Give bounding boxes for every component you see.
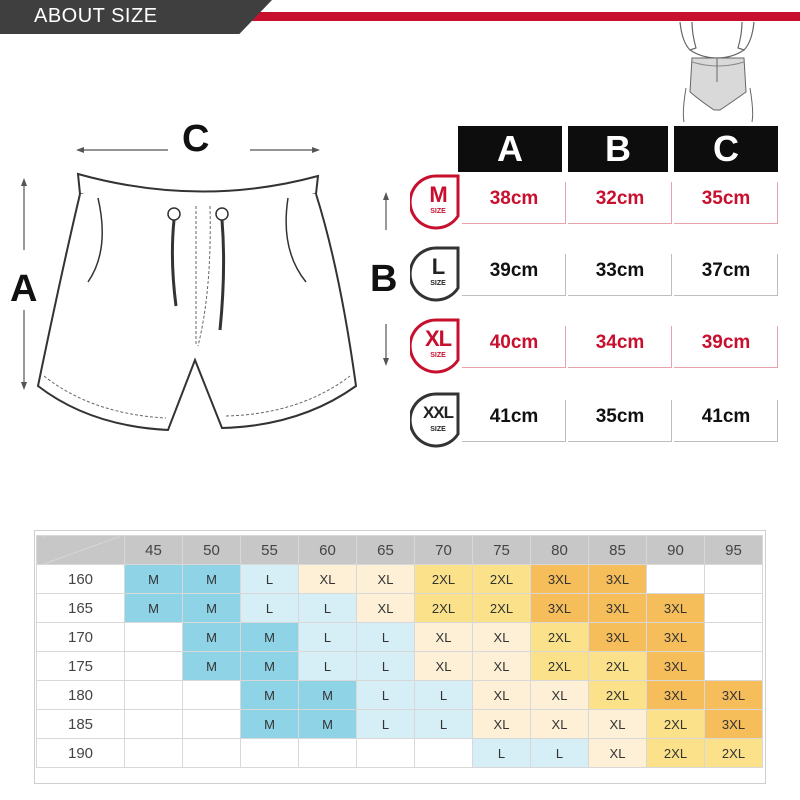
- size-cell: 3XL: [589, 623, 647, 652]
- size-cell: M: [241, 710, 299, 739]
- size-cell: 2XL: [647, 739, 705, 768]
- size-cell: 3XL: [589, 594, 647, 623]
- size-cell: 2XL: [415, 565, 473, 594]
- table-row: [37, 681, 763, 710]
- value-m-b: 32cm: [595, 188, 645, 209]
- size-cell: [705, 623, 763, 652]
- size-cell: 2XL: [473, 565, 531, 594]
- size-cell: 2XL: [589, 652, 647, 681]
- size-cell: L: [357, 623, 415, 652]
- weight-header: 90: [647, 536, 705, 565]
- value-xxl-a: 41cm: [489, 406, 539, 427]
- size-cell: L: [241, 565, 299, 594]
- size-cell: M: [183, 594, 241, 623]
- weight-header: 45: [125, 536, 183, 565]
- size-cell: M: [125, 565, 183, 594]
- size-badge-xxl: XXL SIZE: [410, 390, 462, 452]
- column-header-b: B: [568, 126, 668, 172]
- size-badge-xl: XL SIZE: [410, 316, 462, 378]
- weight-header: 50: [183, 536, 241, 565]
- size-cell: [183, 710, 241, 739]
- size-cell: L: [415, 681, 473, 710]
- height-cell: 175: [37, 652, 125, 681]
- height-cell: 190: [37, 739, 125, 768]
- weight-header: 75: [473, 536, 531, 565]
- table-row: [37, 652, 763, 681]
- value-l-a: 39cm: [489, 260, 539, 281]
- value-xxl-c: 41cm: [701, 406, 751, 427]
- size-cell: [125, 623, 183, 652]
- weight-header: 70: [415, 536, 473, 565]
- weight-header: 95: [705, 536, 763, 565]
- size-cell: M: [241, 623, 299, 652]
- size-cell: XL: [473, 652, 531, 681]
- size-cell: XL: [415, 652, 473, 681]
- value-m-a: 38cm: [489, 188, 539, 209]
- size-cell: XL: [473, 710, 531, 739]
- size-cell: L: [357, 710, 415, 739]
- size-cell: L: [357, 681, 415, 710]
- dimension-arrow-b: [376, 190, 396, 370]
- size-cell: 3XL: [589, 565, 647, 594]
- size-cell: L: [357, 652, 415, 681]
- size-cell: M: [125, 594, 183, 623]
- size-cell: XL: [415, 623, 473, 652]
- size-row-m: [410, 172, 780, 234]
- weight-header: 80: [531, 536, 589, 565]
- size-cell: XL: [473, 681, 531, 710]
- size-cell: 2XL: [647, 710, 705, 739]
- weight-header: 65: [357, 536, 415, 565]
- size-row-l: [410, 244, 780, 306]
- dimension-label-b: B: [370, 258, 398, 300]
- size-cell: [183, 681, 241, 710]
- size-cell: 3XL: [647, 652, 705, 681]
- fit-chart-table: [36, 535, 763, 768]
- size-cell: [125, 739, 183, 768]
- table-row: [37, 623, 763, 652]
- size-cell: 2XL: [589, 681, 647, 710]
- weight-header: 55: [241, 536, 299, 565]
- size-cell: [125, 652, 183, 681]
- size-row-xl: [410, 316, 780, 378]
- value-xxl-b: 35cm: [595, 406, 645, 427]
- size-cell: M: [241, 681, 299, 710]
- size-cell: XL: [589, 739, 647, 768]
- height-cell: 185: [37, 710, 125, 739]
- size-cell: M: [241, 652, 299, 681]
- size-cell: XL: [299, 565, 357, 594]
- size-cell: L: [473, 739, 531, 768]
- size-cell: M: [183, 652, 241, 681]
- height-cell: 165: [37, 594, 125, 623]
- size-cell: L: [415, 710, 473, 739]
- column-header-c: C: [674, 126, 778, 172]
- size-cell: M: [299, 681, 357, 710]
- size-cell: XL: [589, 710, 647, 739]
- size-cell: M: [183, 565, 241, 594]
- size-cell: 3XL: [705, 710, 763, 739]
- size-cell: 3XL: [647, 681, 705, 710]
- table-row: [37, 739, 763, 768]
- size-badge-l: L SIZE: [410, 244, 462, 306]
- size-cell: XL: [357, 565, 415, 594]
- size-cell: [705, 652, 763, 681]
- size-cell: [241, 739, 299, 768]
- dimension-label-c: C: [182, 118, 210, 160]
- dimension-label-a: A: [10, 268, 38, 310]
- size-cell: L: [299, 594, 357, 623]
- size-cell: L: [299, 652, 357, 681]
- table-row: [37, 710, 763, 739]
- size-cell: 2XL: [531, 623, 589, 652]
- size-badge-m: M SIZE: [410, 172, 462, 234]
- size-cell: [415, 739, 473, 768]
- column-header-a: A: [458, 126, 562, 172]
- height-cell: 160: [37, 565, 125, 594]
- table-row: [37, 565, 763, 594]
- size-cell: 2XL: [415, 594, 473, 623]
- size-cell: 2XL: [531, 652, 589, 681]
- size-cell: 3XL: [705, 681, 763, 710]
- size-cell: [299, 739, 357, 768]
- value-xl-a: 40cm: [489, 332, 539, 353]
- size-cell: 3XL: [647, 623, 705, 652]
- size-cell: XL: [531, 710, 589, 739]
- size-cell: [125, 681, 183, 710]
- size-cell: [647, 565, 705, 594]
- weight-header-row: [37, 536, 763, 565]
- size-cell: L: [299, 623, 357, 652]
- size-cell: 3XL: [647, 594, 705, 623]
- value-m-c: 35cm: [701, 188, 751, 209]
- size-cell: 2XL: [473, 594, 531, 623]
- size-cell: 3XL: [531, 594, 589, 623]
- value-l-b: 33cm: [595, 260, 645, 281]
- size-cell: 3XL: [531, 565, 589, 594]
- size-cell: M: [183, 623, 241, 652]
- size-cell: 2XL: [705, 739, 763, 768]
- value-xl-c: 39cm: [701, 332, 751, 353]
- size-cell: XL: [531, 681, 589, 710]
- size-cell: [357, 739, 415, 768]
- corner-cell: [37, 536, 125, 565]
- model-waist-illustration: [662, 22, 772, 122]
- shorts-diagram: [0, 110, 370, 450]
- value-l-c: 37cm: [701, 260, 751, 281]
- size-cell: L: [241, 594, 299, 623]
- weight-header: 85: [589, 536, 647, 565]
- size-row-xxl: [410, 390, 780, 452]
- size-cell: XL: [357, 594, 415, 623]
- weight-header: 60: [299, 536, 357, 565]
- size-cell: [125, 710, 183, 739]
- size-cell: [705, 594, 763, 623]
- height-cell: 180: [37, 681, 125, 710]
- value-xl-b: 34cm: [595, 332, 645, 353]
- size-cell: M: [299, 710, 357, 739]
- height-cell: 170: [37, 623, 125, 652]
- size-cell: L: [531, 739, 589, 768]
- size-cell: XL: [473, 623, 531, 652]
- size-cell: [183, 739, 241, 768]
- table-row: [37, 594, 763, 623]
- page-title: ABOUT SIZE: [34, 5, 158, 27]
- size-cell: [705, 565, 763, 594]
